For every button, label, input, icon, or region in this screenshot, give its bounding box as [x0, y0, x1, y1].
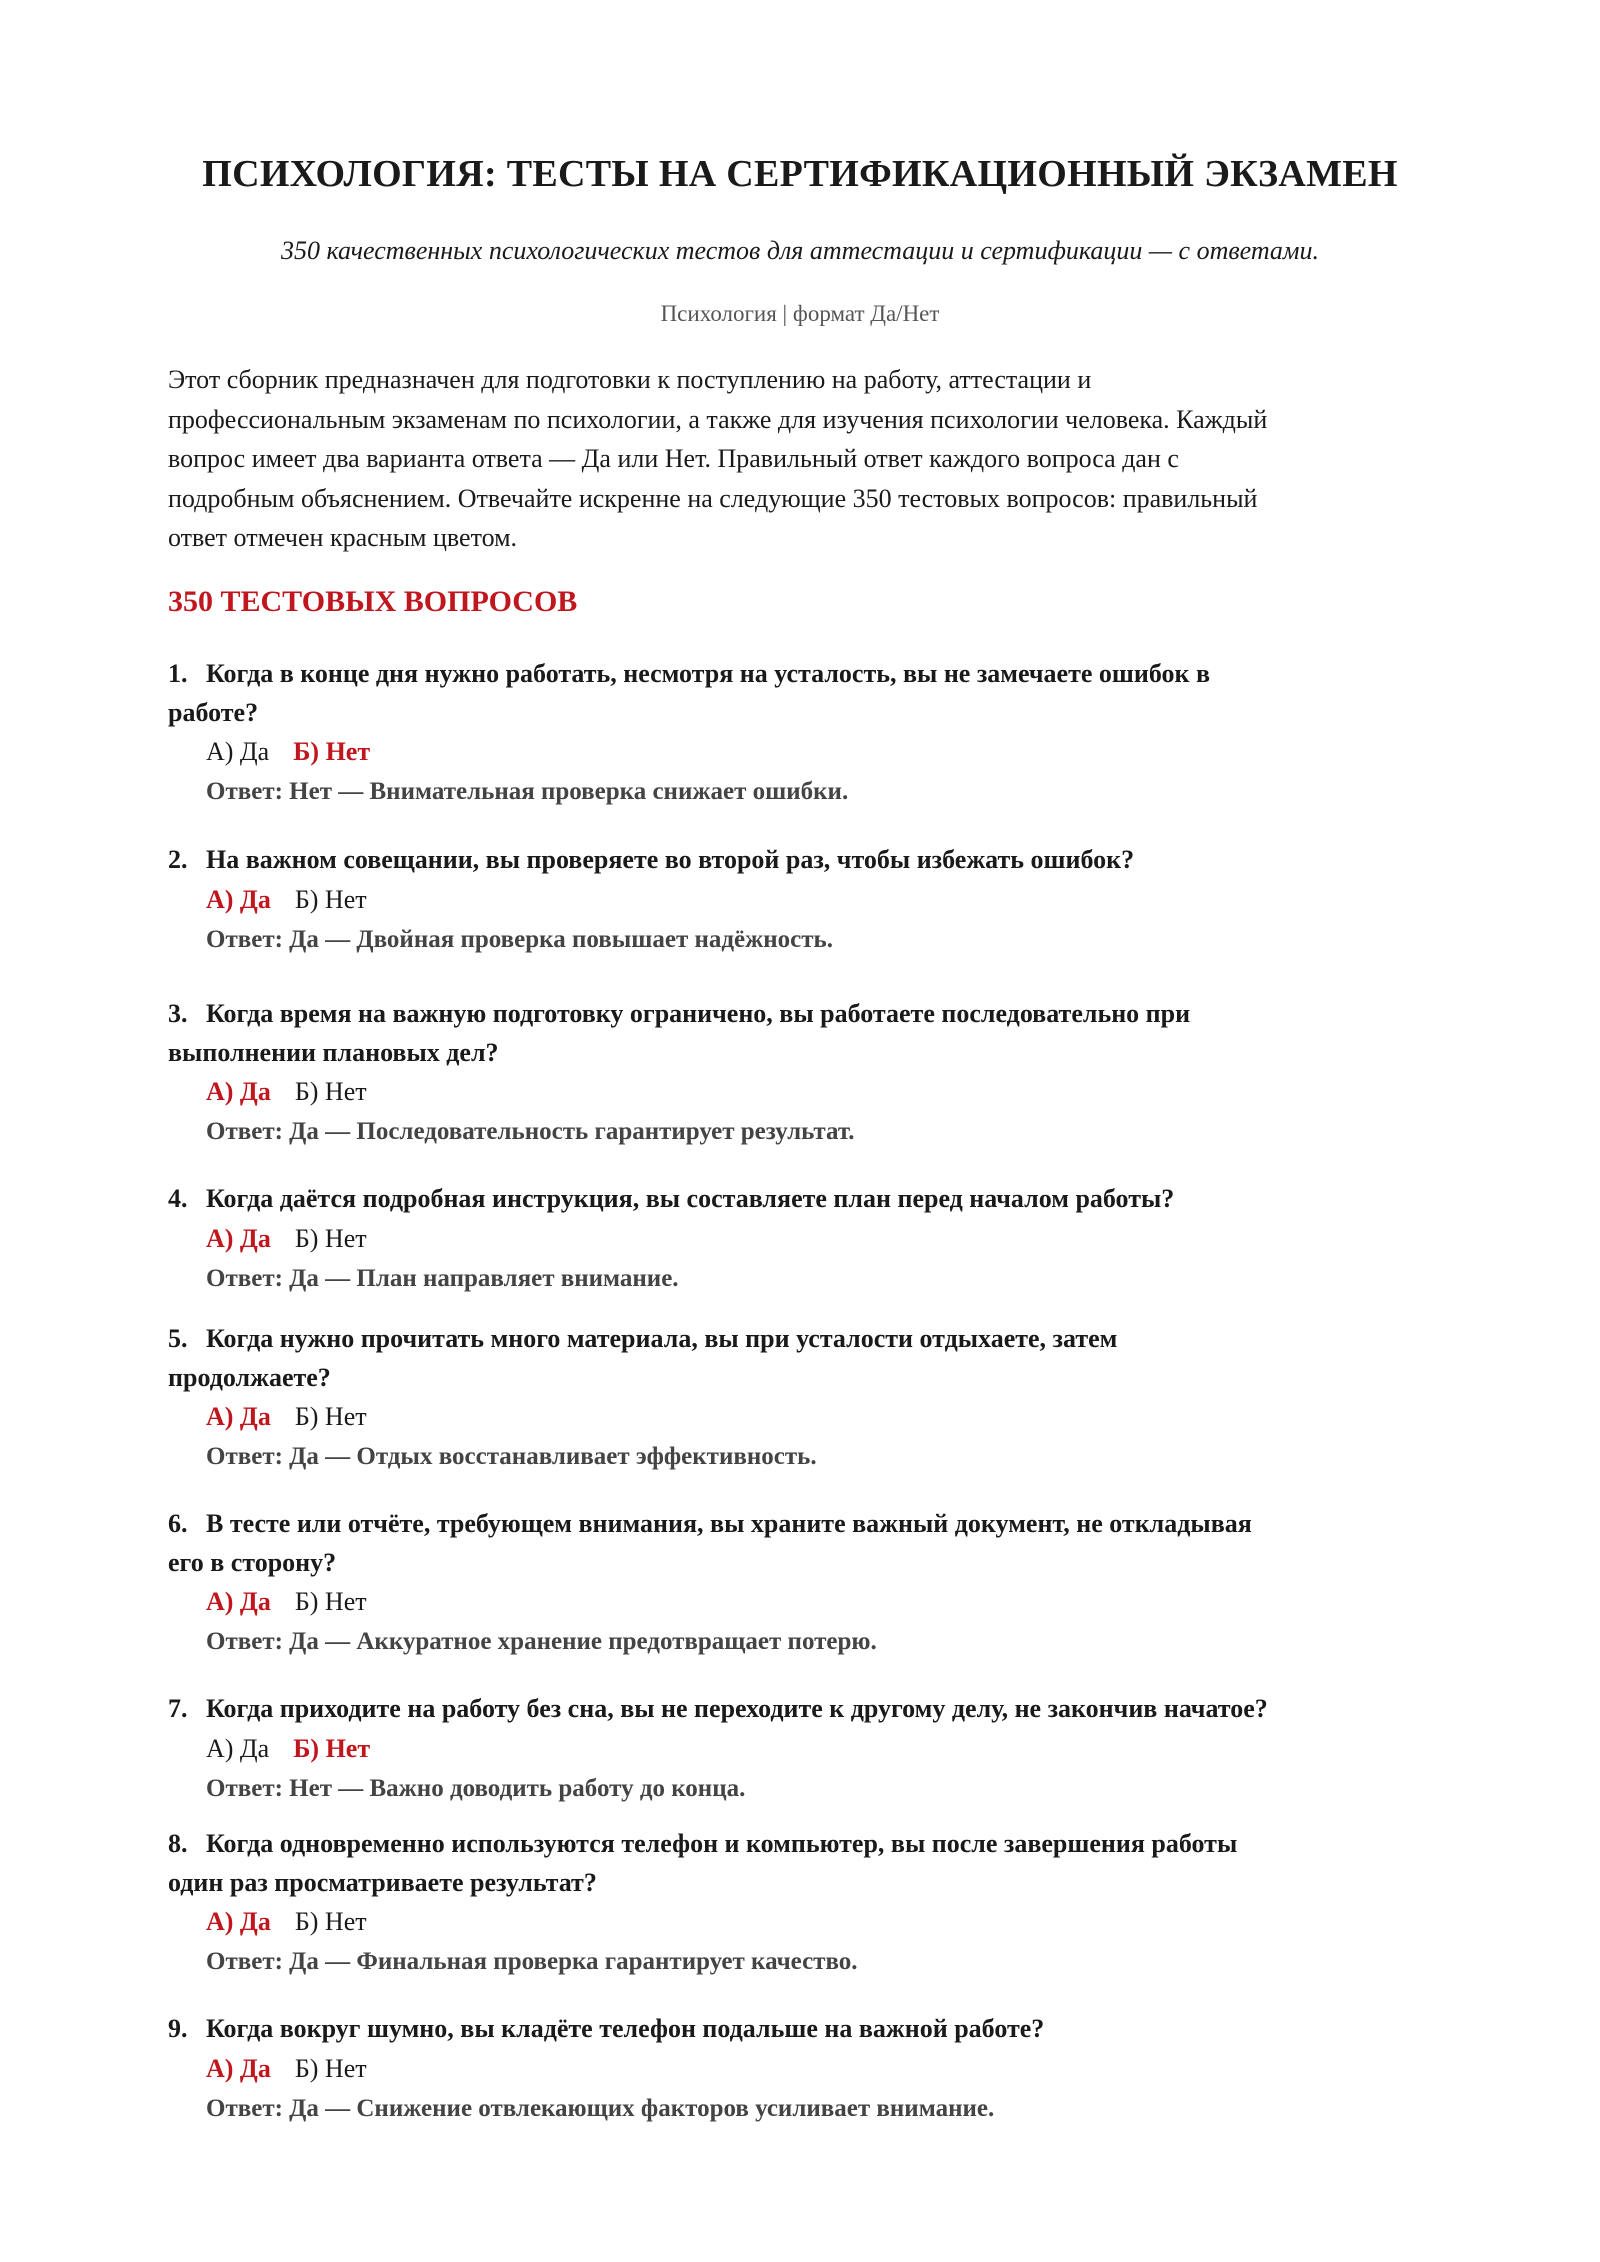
question-number: 5.	[168, 1324, 188, 1353]
option-a: А) Да	[206, 1733, 270, 1763]
question-item	[168, 2010, 1468, 2129]
answer-options	[168, 1729, 1468, 1769]
question-line-text: Когда время на важную подготовку ограничено, вы работаете последовательно при	[206, 999, 1191, 1028]
option-b: Б) Нет	[294, 1223, 367, 1253]
answer-options	[168, 1397, 1468, 1437]
question-line	[168, 1690, 1468, 1729]
answer-options	[168, 1582, 1468, 1622]
question-line-text: Когда вокруг шумно, вы кладёте телефон подальше на важной работе?	[206, 2014, 1045, 2043]
answer-explanation: Ответ: Да — Отдых восстанавливает эффективность.	[206, 1443, 817, 1470]
question-line	[168, 1505, 1468, 1544]
question-line-text: В тесте или отчёте, требующем внимания, вы храните важный документ, не откладывая	[206, 1509, 1252, 1538]
question-item	[168, 1320, 1468, 1477]
question-line	[168, 655, 1468, 694]
answer-explanation: Ответ: Нет — Важно доводить работу до конца.	[206, 1774, 746, 1802]
question-line	[168, 1180, 1468, 1219]
question-text	[168, 841, 1468, 880]
question-item	[168, 1505, 1468, 1662]
question-item	[168, 1825, 1468, 1982]
option-a-correct: А) Да	[206, 884, 271, 914]
intro-paragraph	[168, 360, 1458, 558]
intro-line: Этот сборник предназначен для подготовки к поступлению на работу, аттестации и	[168, 365, 1092, 394]
question-number: 9.	[168, 2014, 188, 2043]
option-b: Б) Нет	[294, 1402, 367, 1431]
question-number: 2.	[168, 845, 188, 874]
question-line-text: Когда в конце дня нужно работать, несмотря на усталость, вы не замечаете ошибок в	[206, 659, 1211, 688]
question-line-text: Когда одновременно используются телефон и компьютер, вы после завершения работы	[206, 1829, 1238, 1858]
question-item	[168, 995, 1468, 1152]
intro-line: профессиональным экзаменам по психологии, а также для изучения психологии человека. Каждый	[168, 404, 1268, 434]
question-item	[168, 841, 1468, 960]
question-number: 4.	[168, 1184, 188, 1213]
question-text	[168, 995, 1468, 1072]
intro-line: вопрос имеет два варианта ответа — Да или Нет. Правильный ответ каждого вопроса дан с	[168, 444, 1179, 473]
question-line	[168, 694, 1468, 733]
question-number: 8.	[168, 1829, 188, 1858]
document-title: ПСИХОЛОГИЯ: ТЕСТЫ НА СЕРТИФИКАЦИОННЫЙ ЭКЗАМЕН	[202, 153, 1398, 195]
question-text	[168, 1690, 1468, 1729]
document-meta: Психология | формат Да/Нет	[660, 301, 940, 326]
question-text	[168, 655, 1468, 732]
question-line	[168, 1864, 1468, 1903]
option-b: Б) Нет	[294, 884, 367, 914]
intro-line: подробным объяснением. Отвечайте искренне на следующие 350 тестовых вопросов: правильный	[168, 483, 1258, 513]
answer-explanation: Ответ: Нет — Внимательная проверка снижает ошибки.	[206, 778, 849, 805]
question-line	[168, 2010, 1468, 2049]
question-line-text: Когда даётся подробная инструкция, вы составляете план перед началом работы?	[206, 1184, 1175, 1213]
answer-explanation: Ответ: Да — План направляет внимание.	[206, 1264, 679, 1292]
question-line-text: его в сторону?	[168, 1547, 337, 1577]
question-line	[168, 1544, 1468, 1583]
question-line	[168, 995, 1468, 1034]
question-line	[168, 1034, 1468, 1073]
question-item	[168, 1690, 1468, 1809]
question-number: 6.	[168, 1509, 188, 1538]
question-line-text: Когда нужно прочитать много материала, вы при усталости отдыхаете, затем	[206, 1324, 1118, 1353]
answer-options	[168, 1072, 1468, 1112]
answer-options	[168, 1902, 1468, 1942]
answer-explanation: Ответ: Да — Финальная проверка гарантирует качество.	[206, 1948, 858, 1975]
answer-explanation: Ответ: Да — Двойная проверка повышает надёжность.	[206, 925, 834, 953]
option-a-correct: А) Да	[206, 1907, 271, 1936]
option-a-correct: А) Да	[206, 1077, 271, 1106]
option-b-correct: Б) Нет	[293, 1733, 371, 1763]
question-line-text: выполнении плановых дел?	[168, 1037, 499, 1067]
answer-options	[168, 880, 1468, 920]
option-a-correct: А) Да	[206, 1402, 271, 1431]
question-line	[168, 1825, 1468, 1864]
option-b-correct: Б) Нет	[293, 737, 371, 766]
option-a-correct: А) Да	[206, 1587, 271, 1616]
answer-options	[168, 1219, 1468, 1259]
document-subtitle: 350 качественных психологических тестов для аттестации и сертификации — с ответами.	[280, 236, 1320, 265]
question-text	[168, 2010, 1468, 2049]
question-line	[168, 1320, 1468, 1359]
answer-explanation: Ответ: Да — Снижение отвлекающих факторов усиливает внимание.	[206, 2094, 995, 2122]
intro-line: ответ отмечен красным цветом.	[168, 523, 518, 552]
question-number: 7.	[168, 1694, 188, 1723]
question-item	[168, 1180, 1468, 1299]
question-number: 1.	[168, 659, 188, 688]
answer-options	[168, 2049, 1468, 2089]
question-line-text: один раз просматриваете результат?	[168, 1867, 597, 1897]
answer-explanation: Ответ: Да — Аккуратное хранение предотвращает потерю.	[206, 1628, 877, 1655]
question-line	[168, 1359, 1468, 1398]
option-b: Б) Нет	[294, 1907, 367, 1936]
answer-explanation: Ответ: Да — Последовательность гарантирует результат.	[206, 1118, 855, 1145]
option-b: Б) Нет	[294, 1077, 367, 1106]
question-text	[168, 1825, 1468, 1902]
question-line	[168, 841, 1468, 880]
answer-options	[168, 732, 1468, 772]
option-b: Б) Нет	[294, 1587, 367, 1616]
question-text	[168, 1505, 1468, 1582]
option-a: А) Да	[206, 737, 270, 766]
question-line-text: продолжаете?	[168, 1362, 331, 1392]
option-b: Б) Нет	[294, 2053, 367, 2083]
question-line-text: Когда приходите на работу без сна, вы не переходите к другому делу, не закончив начатое?	[206, 1694, 1268, 1723]
question-line-text: На важном совещании, вы проверяете во второй раз, чтобы избежать ошибок?	[206, 845, 1135, 874]
question-text	[168, 1320, 1468, 1397]
question-text	[168, 1180, 1468, 1219]
option-a-correct: А) Да	[206, 2053, 271, 2083]
section-heading: 350 ТЕСТОВЫХ ВОПРОСОВ	[168, 585, 578, 618]
question-line-text: работе?	[168, 697, 259, 727]
question-item	[168, 655, 1468, 812]
option-a-correct: А) Да	[206, 1223, 271, 1253]
question-number: 3.	[168, 999, 188, 1028]
